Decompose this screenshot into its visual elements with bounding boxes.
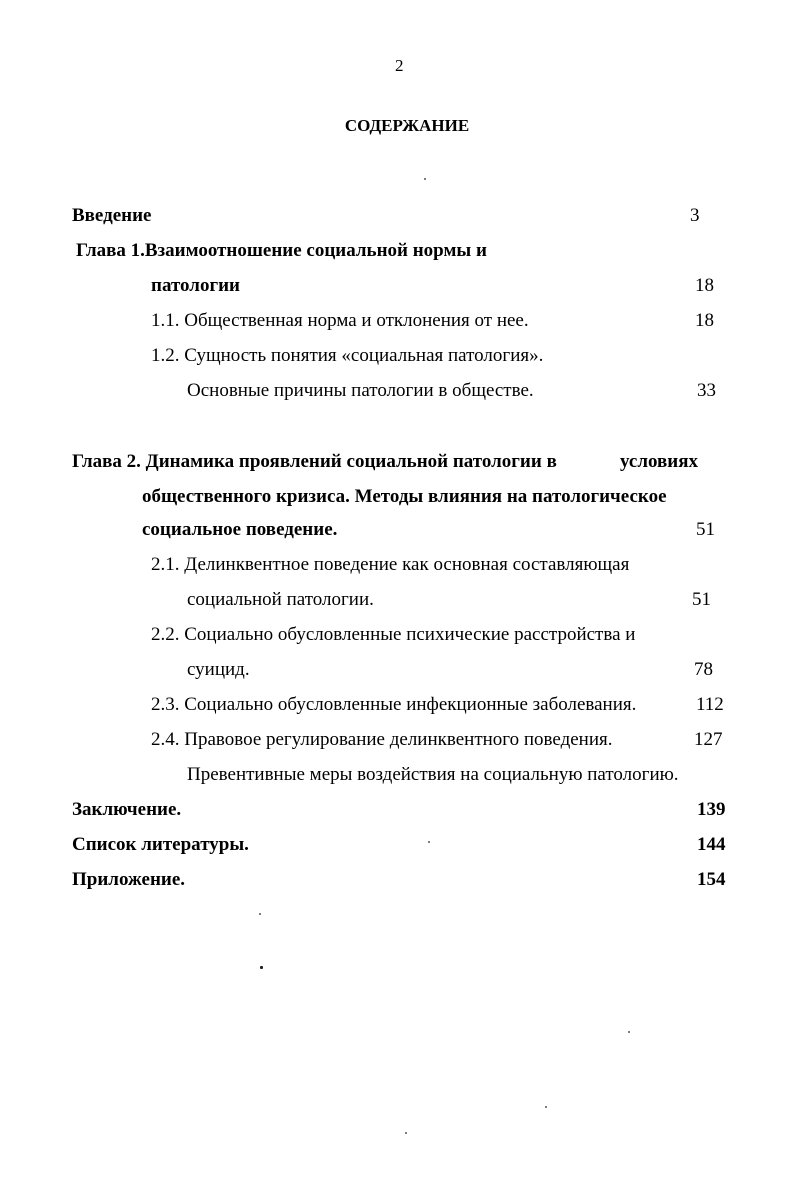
toc-ch2-line1b: условиях bbox=[620, 451, 699, 472]
toc-ch2-line3: социальное поведение. bbox=[142, 519, 338, 540]
scan-speck bbox=[628, 1031, 630, 1033]
toc-ch2-line2: общественного кризиса. Методы влияния на патологическое bbox=[142, 486, 667, 507]
scan-speck bbox=[405, 1132, 407, 1134]
toc-s1-1-label: 1.1. Общественная норма и отклонения от нее. bbox=[151, 310, 529, 331]
scan-speck bbox=[428, 841, 430, 843]
scan-speck bbox=[260, 966, 263, 969]
scan-speck bbox=[259, 913, 261, 915]
toc-intro-page: 3 bbox=[690, 205, 700, 226]
scan-speck bbox=[424, 178, 426, 180]
toc-s1-2-line1: 1.2. Сущность понятия «социальная патология». bbox=[151, 345, 544, 366]
toc-appendix-label: Приложение. bbox=[72, 869, 186, 890]
toc-s2-1-line1: 2.1. Делинквентное поведение как основная составляющая bbox=[151, 554, 630, 575]
toc-s1-2-page: 33 bbox=[697, 380, 716, 401]
toc-s2-1-line2: социальной патологии. bbox=[187, 589, 374, 610]
toc-ch2-line1a: Глава 2. Динамика проявлений социальной патологии в bbox=[72, 451, 557, 472]
toc-s2-4-line1: 2.4. Правовое регулирование делинквентного поведения. bbox=[151, 729, 613, 750]
toc-s2-1-page: 51 bbox=[692, 589, 711, 610]
toc-references-page: 144 bbox=[697, 834, 726, 855]
toc-ch1-line2: патологии bbox=[151, 275, 240, 296]
scan-speck bbox=[545, 1106, 547, 1108]
page-title: СОДЕРЖАНИЕ bbox=[344, 116, 470, 135]
page-number: 2 bbox=[395, 56, 404, 75]
toc-conclusion-label: Заключение. bbox=[72, 799, 182, 820]
toc-appendix-page: 154 bbox=[697, 869, 726, 890]
toc-references-label: Список литературы. bbox=[72, 834, 249, 855]
toc-s2-4-line2: Превентивные меры воздействия на социальную патологию. bbox=[187, 764, 679, 785]
toc-s1-2-line2: Основные причины патологии в обществе. bbox=[187, 380, 534, 401]
toc-s2-3-label: 2.3. Социально обусловленные инфекционные заболевания. bbox=[151, 694, 637, 715]
toc-ch1-page: 18 bbox=[695, 275, 714, 296]
toc-conclusion-page: 139 bbox=[697, 799, 726, 820]
toc-s2-2-page: 78 bbox=[694, 659, 713, 680]
toc-ch2-page: 51 bbox=[696, 519, 715, 540]
toc-s1-1-page: 18 bbox=[695, 310, 714, 331]
toc-intro-label: Введение bbox=[72, 205, 152, 226]
toc-s2-2-line2: суицид. bbox=[187, 659, 250, 680]
toc-s2-3-page: 112 bbox=[696, 694, 724, 715]
toc-ch1-line1: Глава 1.Взаимоотношение социальной нормы и bbox=[76, 240, 487, 261]
toc-s2-4-page: 127 bbox=[694, 729, 723, 750]
toc-s2-2-line1: 2.2. Социально обусловленные психические расстройства и bbox=[151, 624, 636, 645]
